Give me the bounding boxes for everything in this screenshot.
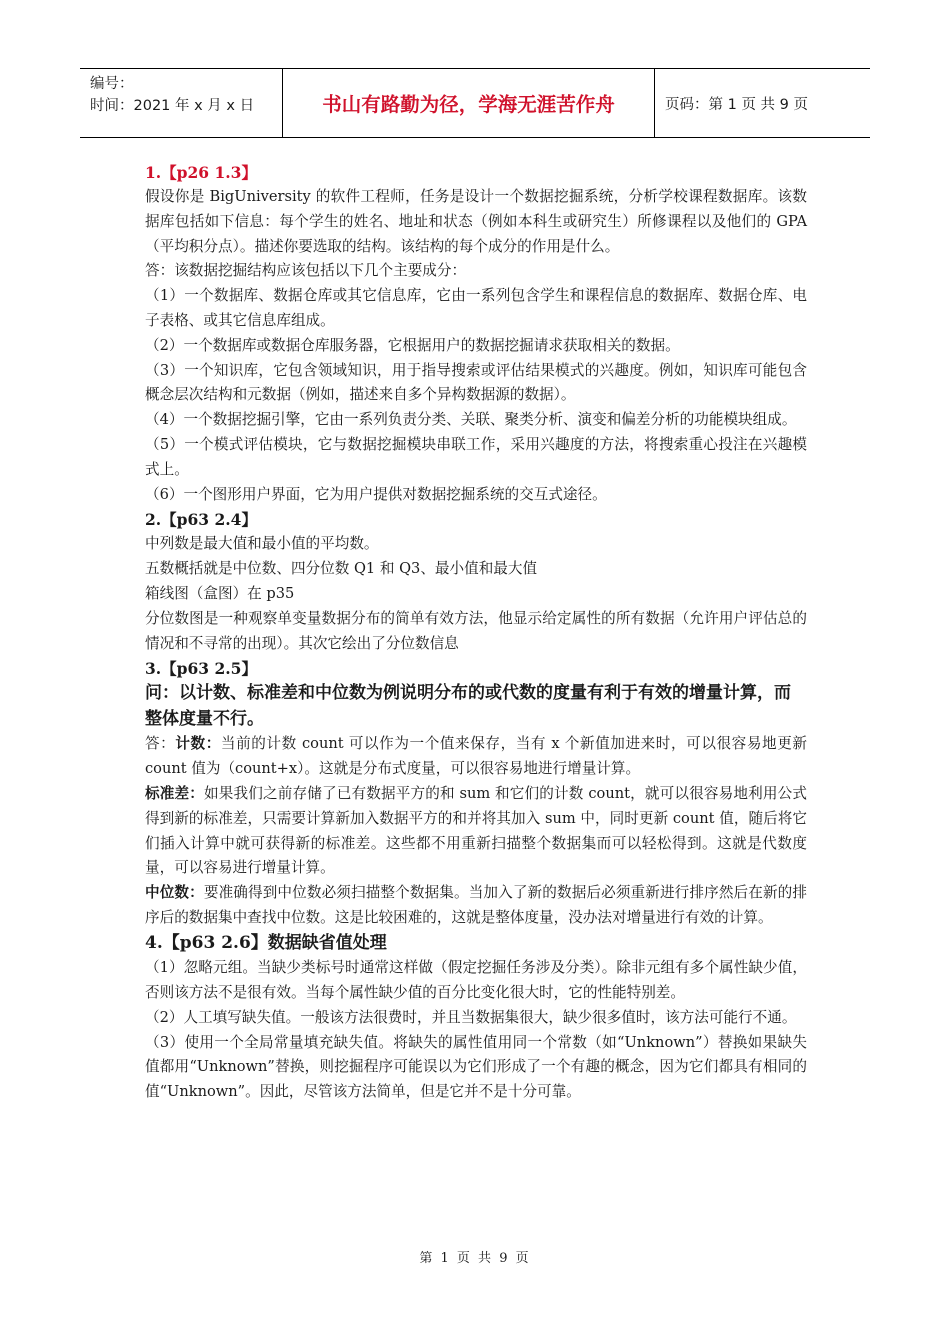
q3-median-paragraph (145, 881, 807, 931)
answer-prefix: 答： (145, 735, 176, 753)
q3-std-paragraph (145, 782, 807, 881)
q1-item: （6）一个图形用户界面，它为用户提供对数据挖掘系统的交互式途径。 (145, 485, 607, 503)
std-label: 标准差： (145, 784, 204, 802)
q3-count-paragraph (145, 732, 807, 782)
q1-item: （2）一个数据库或数据仓库服务器，它根据用户的数据挖掘请求获取相关的数据。 (145, 336, 680, 354)
q2-line: 分位数图是一种观察单变量数据分布的简单有效方法，他显示给定属性的所有数据（允许用户评估总的情况和不寻常的出现）。其次它绘出了分位数信息 (145, 609, 807, 652)
header-page-info: 页码：第 1 页 共 9 页 (665, 96, 808, 113)
header-motto: 书山有路勤为径，学海无涯苦作舟 (282, 69, 655, 137)
q1-item: （1）一个数据库、数据仓库或其它信息库，它由一系列包含学生和课程信息的数据库、数据仓库、电子表格、或其它信息库组成。 (145, 287, 807, 329)
q2-line: 五数概括就是中位数、四分位数 Q1 和 Q3、最小值和最大值 (145, 560, 538, 578)
header-meta (80, 69, 282, 137)
median-label: 中位数： (145, 884, 204, 902)
q1-item: （3）一个知识库，它包含领域知识，用于指导搜索或评估结果模式的兴趣度。例如，知识库可能包含概念层次结构和元数据（例如，描述来自多个异构数据源的数据）。 (145, 361, 807, 404)
page-header (80, 68, 870, 138)
q1-item: （5）一个模式评估模块，它与数据挖掘模块串联工作，采用兴趣度的方法，将搜索重心投注在兴趣模式上。 (145, 435, 807, 478)
q3-question: 问：以计数、标准差和中位数为例说明分布的或代数的度量有利于有效的增量计算，而整体度量不行。 (145, 683, 791, 729)
q1-heading: 1.【p26 1.3】 (145, 163, 257, 182)
q4-item: （1）忽略元组。当缺少类标号时通常这样做（假定挖掘任务涉及分类）。除非元组有多个属性缺少值，否则该方法不是很有效。当每个属性缺少值的百分比变化很大时，它的性能特别差。 (145, 959, 807, 1002)
q2-heading: 2.【p63 2.4】 (145, 510, 257, 530)
time-label: 时间：2021 年 x 月 x 日 (90, 98, 255, 114)
q2-line: 中列数是最大值和最小值的平均数。 (145, 535, 379, 553)
q4-heading: 4.【p63 2.6】数据缺省值处理 (145, 932, 387, 953)
q2-line: 箱线图（盒图）在 p35 (145, 584, 295, 602)
count-text: 当前的计数 count 可以作为一个值来保存，当有 x 个新值加进来时，可以很容易地更新 count 值为（count+x）。这就是分布式度量，可以很容易地进行增量计算。 (145, 735, 807, 778)
q3-heading: 3.【p63 2.5】 (145, 659, 257, 679)
document-body (145, 160, 807, 1105)
code-label: 编号： (90, 76, 134, 92)
q1-question: 假设你是 BigUniversity 的软件工程师，任务是设计一个数据挖掘系统，分析学校课程数据库。该数据库包括如下信息：每个学生的姓名、地址和状态（例如本科生或研究生）所修课程以及他们的 GPA（平均积分点）。描述你要选取的结构。该结构的每个成分的作用是什么。 (145, 188, 807, 255)
q1-answer-intro: 答：该数据挖掘结构应该包括以下几个主要成分： (145, 262, 467, 280)
q4-item: （3）使用一个全局常量填充缺失值。将缺失的属性值用同一个常数（如“Unknown”）替换如果缺失值都用“Unknown”替换，则挖掘程序可能误以为它们形成了一个有趣的概念，因为它们都具有相同的值“Unknown”。因此，尽管该方法简单，但是它并不是十分可靠。 (145, 1033, 807, 1101)
median-text: 要准确得到中位数必须扫描整个数据集。当加入了新的数据后必须重新进行排序然后在新的排序后的数据集中查找中位数。这是比较困难的，这就是整体度量，没办法对增量进行有效的计算。 (145, 884, 807, 926)
count-label: 计数： (175, 735, 221, 753)
q1-item: （4）一个数据挖掘引擎，它由一系列负责分类、关联、聚类分析、演变和偏差分析的功能模块组成。 (145, 411, 797, 429)
page-footer: 第 1 页 共 9 页 (419, 1251, 531, 1266)
q4-item: （2）人工填写缺失值。一般该方法很费时，并且当数据集很大，缺少很多值时，该方法可能行不通。 (145, 1008, 797, 1026)
std-text: 如果我们之前存储了已有数据平方的和 sum 和它们的计数 count，就可以很容易地利用公式得到新的标准差，只需要计算新加入数据平方的和并将其加入 sum 中，同时更新 count 值，随后将它们插入计算中就可获得新的标准差。这些都不用重新扫描整个数据集而可以轻松得到。这就是代数度量，可以容易进行增量计算。 (145, 784, 807, 877)
